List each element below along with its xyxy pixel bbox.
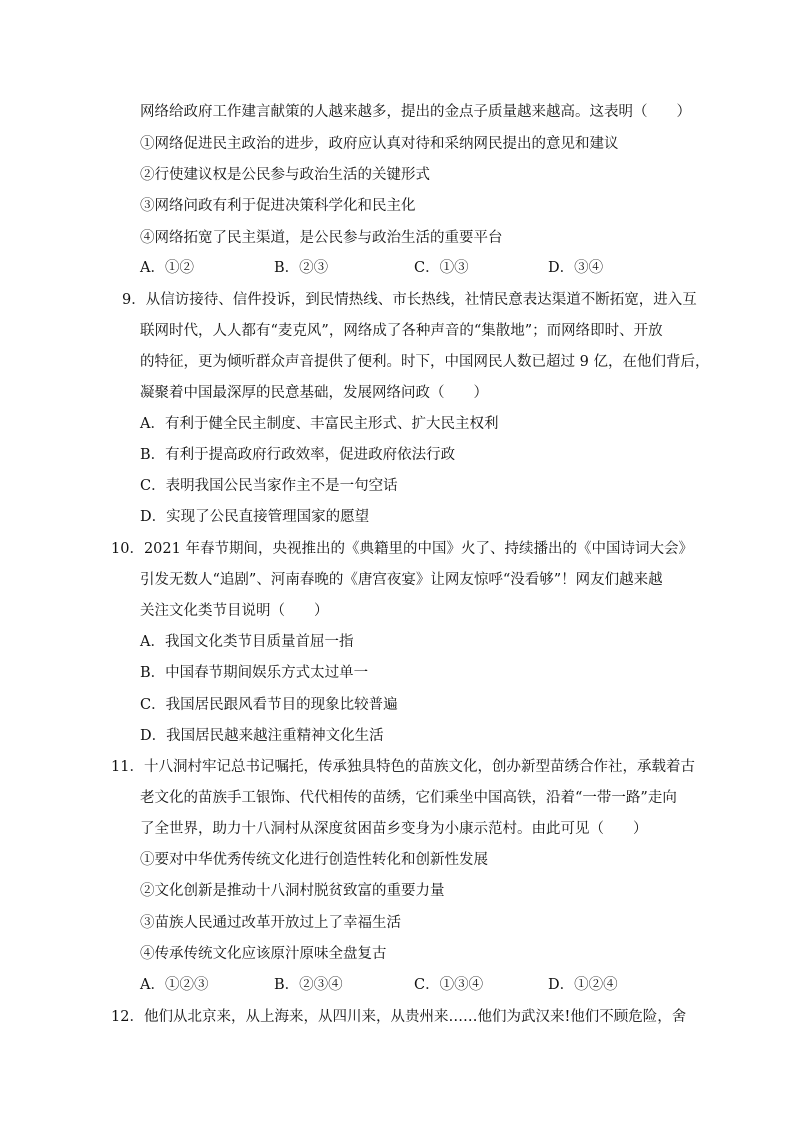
q11-option-d: D．①②④ [548,977,618,993]
q10-option-c: C．我国居民跟风看节目的现象比较普遍 [140,697,398,713]
q12-stem-line-1: 12．他们从北京来，从上海来，从四川来，从贵州来……他们为武汉来!他们不顾危险，舍 [111,1009,687,1025]
q11-item-1: ①要对中华优秀传统文化进行创造性转化和创新性发展 [140,852,488,868]
q8-options-row [140,258,640,278]
q11-stem-line-3: 了全世界，助力十八洞村从深度贫困苗乡变身为小康示范村。由此可见（ ） [140,821,648,837]
q9-stem-line-4: 凝聚着中国最深厚的民意基础，发展网络问政（ ） [140,385,488,401]
q9-option-d: D．实现了公民直接管理国家的愿望 [140,509,370,525]
q10-stem-line-1: 10．2021 年春节期间，央视推出的《典籍里的中国》火了、持续播出的《中国诗词大会》 [111,541,693,557]
q11-stem-line-2: 老文化的苗族手工银饰、代代相传的苗绣，它们乘坐中国高铁，沿着“一带一路”走向 [140,790,677,806]
q11-item-3: ③苗族人民通过改革开放过上了幸福生活 [140,915,401,931]
q11-option-a: A．①②③ [140,977,209,993]
q9-option-b: B．有利于提高政府行政效率，促进政府依法行政 [140,447,456,463]
q11-stem-line-1: 11．十八洞村牢记总书记嘱托，传承独具特色的苗族文化，创办新型苗绣合作社，承载着古 [111,759,695,775]
q11-option-b: B．②③④ [274,977,343,993]
q9-stem-line-3: 的特征，更为倾听群众声音提供了便利。时下，中国网民人数已超过 9 亿，在他们背后， [140,354,710,370]
q11-option-c: C．①③④ [414,977,484,993]
q10-option-d: D．我国居民越来越注重精神文化生活 [140,728,384,744]
q11-item-2: ②文化创新是推动十八洞村脱贫致富的重要力量 [140,883,445,899]
q10-option-b: B．中国春节期间娱乐方式太过单一 [140,665,369,681]
q8-item-4: ④网络拓宽了民主渠道，是公民参与政治生活的重要平台 [140,230,503,246]
q8-item-2: ②行使建议权是公民参与政治生活的关键形式 [140,167,430,183]
q11-options-row [140,975,640,995]
q8-option-d: D．③④ [548,260,604,276]
q8-item-1: ①网络促进民主政治的进步，政府应认真对待和采纳网民提出的意见和建议 [140,136,619,152]
q10-option-a: A．我国文化类节目质量首屈一指 [140,634,354,650]
q9-option-a: A．有利于健全民主制度、丰富民主形式、扩大民主权利 [140,416,499,432]
q8-option-b: B．②③ [274,260,329,276]
q8-option-a: A．①② [140,260,194,276]
q8-option-c: C．①③ [414,260,469,276]
q9-stem-line-2: 联网时代，人人都有“麦克风”，网络成了各种声音的“集散地”；而网络即时、开放 [140,323,663,339]
q9-stem-line-1: 9．从信访接待、信件投诉，到民情热线、市长热线，社情民意表达渠道不断拓宽，进入互 [122,292,697,308]
q10-stem-line-3: 关注文化类节目说明（ ） [140,603,329,619]
q8-item-3: ③网络问政有利于促进决策科学化和民主化 [140,198,416,214]
q9-option-c: C．表明我国公民当家作主不是一句空话 [140,478,398,494]
q10-stem-line-2: 引发无数人“追剧”、河南春晚的《唐宫夜宴》让网友惊呼“没看够”！网友们越来越 [140,572,663,588]
q8-stem-continuation: 网络给政府工作建言献策的人越来越多，提出的金点子质量越来越高。这表明（ ） [140,104,691,120]
q11-item-4: ④传承传统文化应该原汁原味全盘复古 [140,946,387,962]
